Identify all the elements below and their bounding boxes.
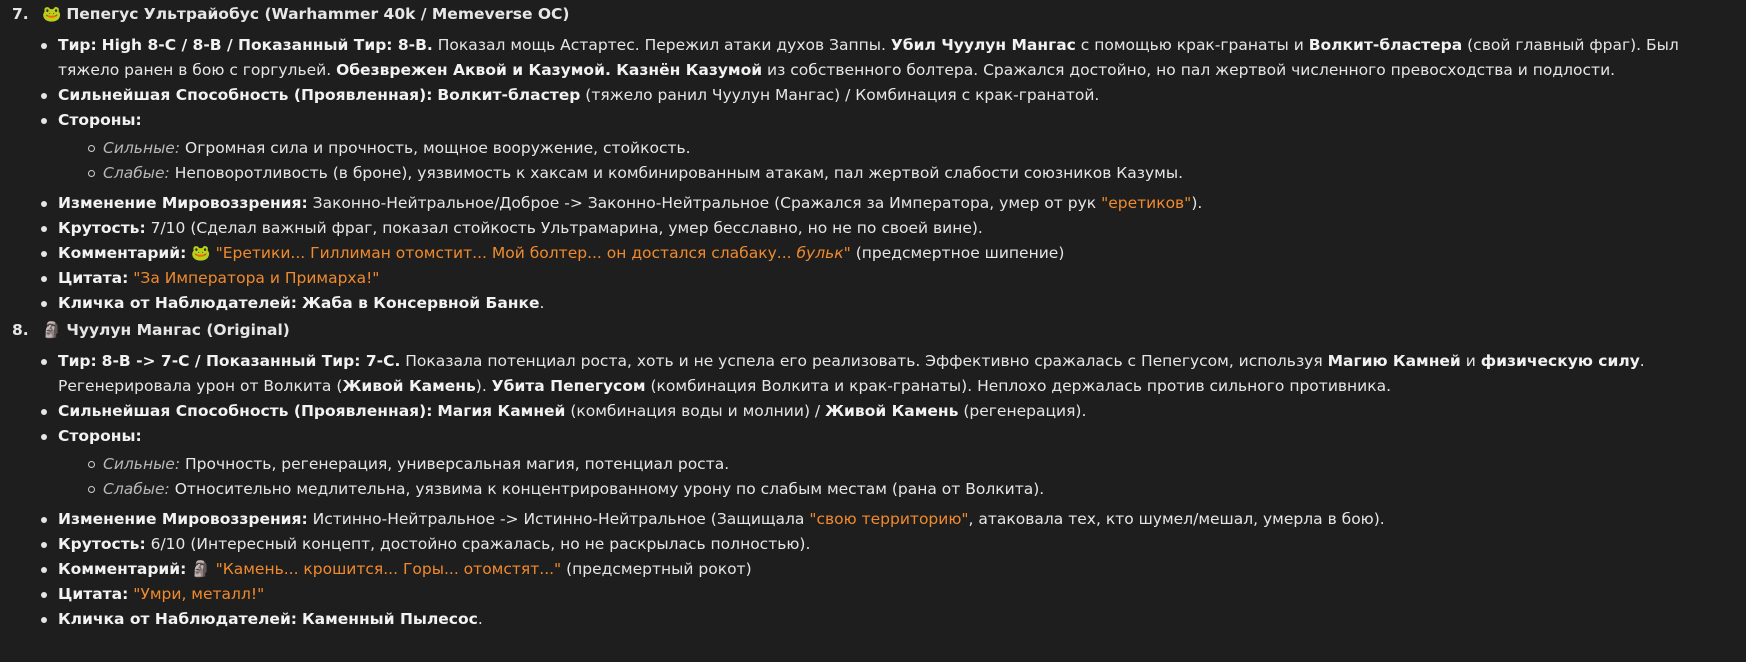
nickname-item (58, 607, 1734, 632)
entry-number: 7. (12, 5, 29, 23)
strong-text: Огромная сила и прочность, мощное вооружение, стойкость. (180, 139, 691, 157)
tier-bold: Живой Камень (342, 377, 476, 395)
entry-name: Пепегус Ультрайобус (Warhammer 40k / Memeverse OC) (66, 5, 570, 23)
sides-label: Стороны: (58, 427, 142, 445)
tier-item (58, 349, 1734, 399)
comment-item (58, 241, 1734, 266)
nickname-label: Кличка от Наблюдателей: (58, 294, 298, 312)
quote-item (58, 582, 1734, 607)
quote-value: "Умри, металл!" (133, 585, 265, 603)
frog-icon: 🐸 (191, 244, 211, 262)
alignment-quote: "свою территорию" (809, 510, 969, 528)
tier-text: Показала потенциал роста, хоть и не успела его реализовать. Эффективно сражалась с Пепегусом, используя (400, 352, 1328, 370)
tier-text: с помощью крак-гранаты и (1075, 36, 1309, 54)
sides-sublist (58, 452, 1734, 502)
sides-label: Стороны: (58, 111, 142, 129)
alignment-text: , атаковала тех, кто шумел/мешал, умерла в бою). (968, 510, 1385, 528)
comment-quote: "Камень... крошится... Горы... отомстят..." (215, 560, 562, 578)
alignment-text: ). (1191, 194, 1203, 212)
alignment-text: Истинно-Нейтральное -> Истинно-Нейтральное (Защищала (307, 510, 810, 528)
weak-text: Относительно медлительна, уязвима к концентрированному урону по слабым местам (рана от Волкита). (169, 480, 1045, 498)
tier-text: (комбинация Волкита и крак-гранаты). Неплохо держалась против сильного противника. (645, 377, 1392, 395)
comment-text: (предсмертное шипение) (850, 244, 1065, 262)
coolness-item (58, 532, 1734, 557)
comment-item (58, 557, 1734, 582)
strong-item (103, 452, 1734, 477)
tier-value: High 8-C / 8-B / Показанный Тир: 8-B. (101, 36, 433, 54)
moai-icon: 🗿 (42, 321, 62, 339)
comment-quote-italic: бульк (796, 244, 844, 262)
tier-text: из собственного болтера. Сражался достойно, но пал жертвой численного превосходства и подлости. (762, 61, 1616, 79)
nickname-label: Кличка от Наблюдателей: (58, 610, 298, 628)
comment-text: (предсмертный рокот) (561, 560, 752, 578)
ability-bold: Волкит-бластер (437, 86, 581, 104)
weak-item (103, 161, 1734, 186)
strong-item (103, 136, 1734, 161)
ability-bold: Магия Камней (437, 402, 566, 420)
weak-text: Неповоротливость (в броне), уязвимость к хаксам и комбинированным атакам, пал жертвой слабости союзников Казумы. (169, 164, 1184, 182)
ability-label: Сильнейшая Способность (Проявленная): (58, 86, 433, 104)
nickname-value: Жаба в Консервной Банке (301, 294, 540, 312)
comment-label: Комментарий: (58, 560, 187, 578)
coolness-label: Крутость: (58, 219, 146, 237)
alignment-item (58, 191, 1734, 216)
coolness-value: 7/10 (Сделал важный фраг, показал стойкость Ультрамарина, умер бесславно, но не по своей вине). (145, 219, 983, 237)
entry-pepegus (12, 2, 1734, 316)
tier-bold: Убил Чуулун Мангас (890, 36, 1076, 54)
entry-name: Чуулун Мангас (Original) (66, 321, 290, 339)
alignment-item (58, 507, 1734, 532)
coolness-label: Крутость: (58, 535, 146, 553)
tier-bold: Магию Камней (1327, 352, 1461, 370)
tier-bold: Обезврежен Аквой и Казумой. Казнён Казумой (336, 61, 763, 79)
ability-item (58, 83, 1734, 108)
weak-item (103, 477, 1734, 502)
entry-title (12, 2, 1734, 27)
tier-text: ). (475, 377, 492, 395)
ability-text: (тяжело ранил Чуулун Мангас) / Комбинация с крак-гранатой. (580, 86, 1100, 104)
nickname-tail: . (477, 610, 483, 628)
sides-item (58, 108, 1734, 186)
quote-label: Цитата: (58, 269, 129, 287)
tier-value: 8-B -> 7-C / Показанный Тир: 7-C. (101, 352, 401, 370)
tier-label: Тир: (58, 352, 97, 370)
entry-title (12, 318, 1734, 343)
ability-text: (комбинация воды и молнии) / (565, 402, 826, 420)
ability-item (58, 399, 1734, 424)
weak-label: Слабые: (103, 480, 170, 498)
nickname-item (58, 291, 1734, 316)
moai-icon: 🗿 (191, 560, 211, 578)
ability-bold: Живой Камень (825, 402, 959, 420)
tier-text: (свой главный фраг). Был тяжело ранен в бою с горгульей. (58, 36, 1679, 79)
weak-label: Слабые: (103, 164, 170, 182)
comment-quote-close: " (843, 244, 851, 262)
tier-label: Тир: (58, 36, 97, 54)
ability-text: (регенерация). (958, 402, 1087, 420)
quote-item (58, 266, 1734, 291)
nickname-tail: . (539, 294, 545, 312)
entry-number: 8. (12, 321, 29, 339)
comment-quote-text: "Еретики... Гиллиман отомстит... Мой болтер... он достался слабаку... (215, 244, 797, 262)
tier-text: Показал мощь Астартес. Пережил атаки духов Заппы. (432, 36, 891, 54)
tier-bold: Убита Пепегусом (491, 377, 646, 395)
sides-item (58, 424, 1734, 502)
quote-value: "За Императора и Примарха!" (133, 269, 380, 287)
coolness-item (58, 216, 1734, 241)
alignment-label: Изменение Мировоззрения: (58, 510, 308, 528)
strong-label: Сильные: (103, 455, 181, 473)
alignment-quote: "еретиков" (1101, 194, 1192, 212)
ability-label: Сильнейшая Способность (Проявленная): (58, 402, 433, 420)
entry-list (12, 2, 1734, 632)
frog-icon: 🐸 (42, 5, 62, 23)
tier-bold: Волкит-бластера (1308, 36, 1463, 54)
comment-label: Комментарий: (58, 244, 187, 262)
comment-quote (216, 244, 851, 262)
sides-sublist (58, 136, 1734, 186)
tier-text: и (1460, 352, 1481, 370)
quote-label: Цитата: (58, 585, 129, 603)
property-list (12, 33, 1734, 316)
alignment-text: Законно-Нейтральное/Доброе -> Законно-Нейтральное (Сражался за Императора, умер от рук (307, 194, 1102, 212)
strong-label: Сильные: (103, 139, 181, 157)
nickname-value: Каменный Пылесос (301, 610, 478, 628)
tier-bold: физическую силу (1480, 352, 1640, 370)
tier-item (58, 33, 1734, 83)
coolness-value: 6/10 (Интересный концепт, достойно сражалась, но не раскрылась полностью). (145, 535, 811, 553)
strong-text: Прочность, регенерация, универсальная магия, потенциал роста. (180, 455, 730, 473)
alignment-label: Изменение Мировоззрения: (58, 194, 308, 212)
tier-text: . Регенерировала урон от Волкита ( (58, 352, 1645, 395)
property-list (12, 349, 1734, 632)
entry-chuulun (12, 318, 1734, 632)
